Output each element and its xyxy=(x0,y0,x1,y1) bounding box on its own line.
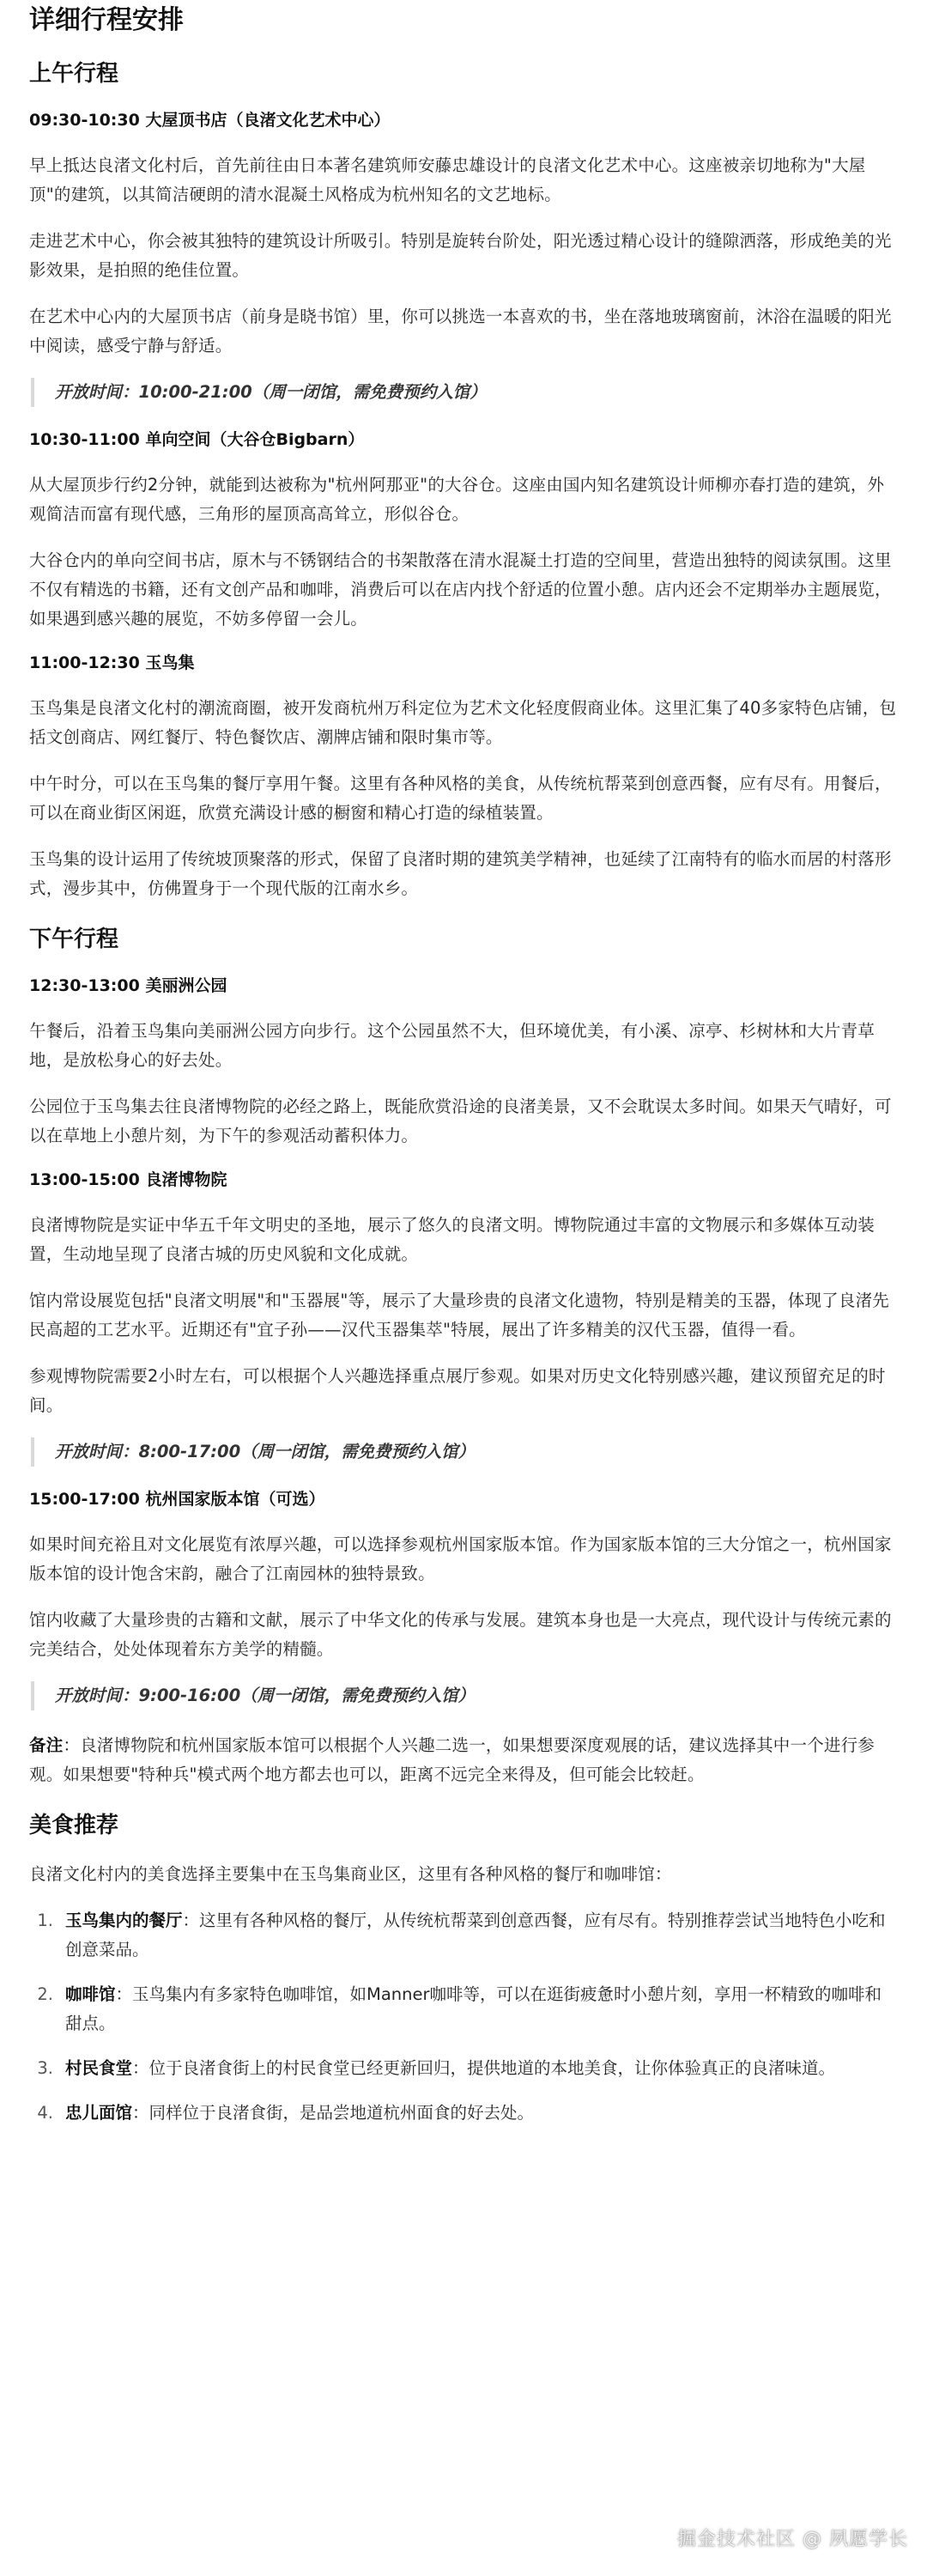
paragraph: 走进艺术中心，你会被其独特的建筑设计所吸引。特别是旋转台阶处，阳光透过精心设计的缝隙洒落，形成绝美的光影效果，是拍照的绝佳位置。 xyxy=(29,231,892,280)
food-list xyxy=(29,1906,898,2128)
list-item xyxy=(29,1906,898,1965)
list-term: 村民食堂 xyxy=(65,2058,133,2078)
stop-title: 09:30-10:30 大屋顶书店（良渚文化艺术中心） xyxy=(29,111,391,130)
stop-title: 10:30-11:00 单向空间（大谷仓Bigbarn） xyxy=(29,430,365,449)
list-number: 4. xyxy=(37,2103,53,2123)
list-term: 玉鸟集内的餐厅 xyxy=(65,1911,183,1930)
list-text: ：这里有各种风格的餐厅，从传统杭帮菜到创意西餐，应有尽有。特别推荐尝试当地特色小吃和创意菜品。 xyxy=(65,1911,886,1959)
opening-hours-quote: 开放时间：9:00-16:00（周一闭馆，需免费预约入馆） xyxy=(31,1681,898,1710)
morning-section xyxy=(29,58,898,903)
paragraph: 中午时分，可以在玉鸟集的餐厅享用午餐。这里有各种风格的美食，从传统杭帮菜到创意西餐，应有尽有。用餐后，可以在商业街区闲逛，欣赏充满设计感的橱窗和精心打造的绿植装置。 xyxy=(29,774,892,823)
morning-heading: 上午行程 xyxy=(29,61,119,87)
stop-title: 13:00-15:00 良渚博物院 xyxy=(29,1170,227,1189)
stop-title: 12:30-13:00 美丽洲公园 xyxy=(29,976,227,995)
paragraph: 参观博物院需要2小时左右，可以根据个人兴趣选择重点展厅参观。如果对历史文化特别感兴趣，建议预留充足的时间。 xyxy=(29,1366,886,1415)
afternoon-heading: 下午行程 xyxy=(29,927,119,952)
note-paragraph xyxy=(29,1731,898,1789)
note-text: ：良渚博物院和杭州国家版本馆可以根据个人兴趣二选一，如果想要深度观展的话，建议选择其中一个进行参观。如果想要"特种兵"模式两个地方都去也可以，距离不远完全来得及，但可能会比较赶。 xyxy=(29,1735,876,1784)
stop-title: 15:00-17:00 杭州国家版本馆（可选） xyxy=(29,1490,325,1509)
watermark: 掘金技术社区 @ 夙愿学长 xyxy=(677,2529,908,2550)
page-title: 详细行程安排 xyxy=(29,5,184,35)
list-item xyxy=(29,2099,898,2128)
list-term: 忠儿面馆 xyxy=(65,2103,133,2123)
afternoon-section xyxy=(29,924,898,1789)
opening-hours-quote: 开放时间：8:00-17:00（周一闭馆，需免费预约入馆） xyxy=(31,1437,898,1467)
paragraph: 良渚博物院是实证中华五千年文明史的圣地，展示了悠久的良渚文明。博物院通过丰富的文物展示和多媒体互动装置，生动地呈现了良渚古城的历史风貌和文化成就。 xyxy=(29,1215,876,1264)
paragraph: 馆内常设展览包括"良渚文明展"和"玉器展"等，展示了大量珍贵的良渚文化遗物，特别是精美的玉器，体现了良渚先民高超的工艺水平。近期还有"宜子孙——汉代玉器集萃"特展，展出了许多精美的汉代玉器，值得一看。 xyxy=(29,1291,889,1340)
paragraph: 如果时间充裕且对文化展览有浓厚兴趣，可以选择参观杭州国家版本馆。作为国家版本馆的三大分馆之一，杭州国家版本馆的设计饱含宋韵，融合了江南园林的独特景致。 xyxy=(29,1534,892,1583)
opening-hours-quote: 开放时间：10:00-21:00（周一闭馆，需免费预约入馆） xyxy=(31,378,898,407)
list-term: 咖啡馆 xyxy=(65,1984,116,2004)
paragraph: 从大屋顶步行约2分钟，就能到达被称为"杭州阿那亚"的大谷仓。这座由国内知名建筑设计师柳亦春打造的建筑，外观简洁而富有现代感，三角形的屋顶高高耸立，形似谷仓。 xyxy=(29,475,885,524)
paragraph: 早上抵达良渚文化村后，首先前往由日本著名建筑师安藤忠雄设计的良渚文化艺术中心。这座被亲切地称为"大屋顶"的建筑，以其简洁硬朗的清水混凝土风格成为杭州知名的文艺地标。 xyxy=(29,155,866,204)
paragraph: 玉鸟集的设计运用了传统坡顶聚落的形式，保留了良渚时期的建筑美学精神，也延续了江南特有的临水而居的村落形式，漫步其中，仿佛置身于一个现代版的江南水乡。 xyxy=(29,849,892,898)
paragraph: 在艺术中心内的大屋顶书店（前身是晓书馆）里，你可以挑选一本喜欢的书，坐在落地玻璃窗前，沐浴在温暖的阳光中阅读，感受宁静与舒适。 xyxy=(29,307,892,355)
list-item xyxy=(29,2054,898,2083)
paragraph: 大谷仓内的单向空间书店，原木与不锈钢结合的书架散落在清水混凝土打造的空间里，营造出独特的阅读氛围。这里不仅有精选的书籍，还有文创产品和咖啡，消费后可以在店内找个舒适的位置小憩。店内还会不定期举办主题展览，如果遇到感兴趣的展览，不妨多停留一会儿。 xyxy=(29,550,892,629)
paragraph: 午餐后，沿着玉鸟集向美丽洲公园方向步行。这个公园虽然不大，但环境优美，有小溪、凉亭、杉树林和大片青草地，是放松身心的好去处。 xyxy=(29,1021,876,1070)
list-text: ：玉鸟集内有多家特色咖啡馆，如Manner咖啡等，可以在逛街疲惫时小憩片刻，享用一杯精致的咖啡和甜点。 xyxy=(65,1984,882,2033)
stop-title: 11:00-12:30 玉鸟集 xyxy=(29,653,195,672)
list-number: 1. xyxy=(37,1911,53,1930)
list-item xyxy=(29,1980,898,2038)
list-number: 3. xyxy=(37,2058,53,2078)
list-text: ：同样位于良渚食街，是品尝地道杭州面食的好去处。 xyxy=(132,2103,535,2123)
paragraph: 公园位于玉鸟集去往良渚博物院的必经之路上，既能欣赏沿途的良渚美景，又不会耽误太多时间。如果天气晴好，可以在草地上小憩片刻，为下午的参观活动蓄积体力。 xyxy=(29,1097,892,1145)
list-text: ：位于良渚食街上的村民食堂已经更新回归，提供地道的本地美食，让你体验真正的良渚味道。 xyxy=(132,2058,836,2078)
food-section xyxy=(29,1810,898,2128)
food-intro: 良渚文化村内的美食选择主要集中在玉鸟集商业区，这里有各种风格的餐厅和咖啡馆： xyxy=(29,1864,672,1884)
list-number: 2. xyxy=(37,1984,53,2004)
paragraph: 馆内收藏了大量珍贵的古籍和文献，展示了中华文化的传承与发展。建筑本身也是一大亮点，现代设计与传统元素的完美结合，处处体现着东方美学的精髓。 xyxy=(29,1610,892,1659)
note-label: 备注 xyxy=(29,1735,64,1755)
paragraph: 玉鸟集是良渚文化村的潮流商圈，被开发商杭州万科定位为艺术文化轻度假商业体。这里汇集了40多家特色店铺，包括文创商店、网红餐厅、特色餐饮店、潮牌店铺和限时集市等。 xyxy=(29,698,897,747)
food-heading: 美食推荐 xyxy=(29,1813,119,1838)
